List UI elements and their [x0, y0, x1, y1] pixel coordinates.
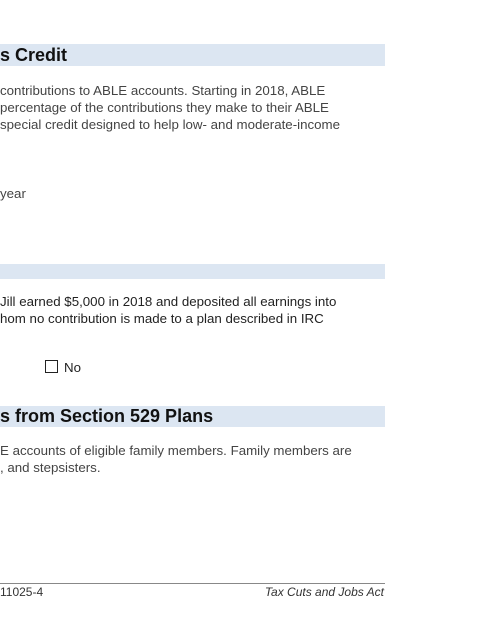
paragraph-line: , and stepsisters. [0, 460, 101, 475]
section1-paragraph [0, 82, 340, 133]
paragraph-line: special credit designed to help low- and moderate-income [0, 117, 340, 132]
paragraph-line: E accounts of eligible family members. Family members are [0, 443, 352, 458]
footer-publication-title: Tax Cuts and Jobs Act [264, 585, 384, 599]
section2-paragraph [0, 293, 336, 327]
footer-form-number: 11025-4 [0, 585, 44, 599]
paragraph-line: percentage of the contributions they make to their ABLE [0, 100, 329, 115]
no-checkbox[interactable] [45, 360, 58, 373]
footer-rule [0, 583, 385, 584]
section-heading: s Credit [0, 45, 68, 65]
paragraph-line: contributions to ABLE accounts. Starting in 2018, ABLE [0, 83, 326, 98]
section3-paragraph [0, 442, 352, 476]
paragraph-line: hom no contribution is made to a plan described in IRC [0, 311, 324, 326]
section-heading: s from Section 529 Plans [0, 406, 214, 426]
section-band-empty [0, 264, 385, 279]
year-fragment: year [0, 186, 26, 201]
no-checkbox-label: No [64, 360, 81, 375]
paragraph-line: Jill earned $5,000 in 2018 and deposited all earnings into [0, 294, 337, 309]
